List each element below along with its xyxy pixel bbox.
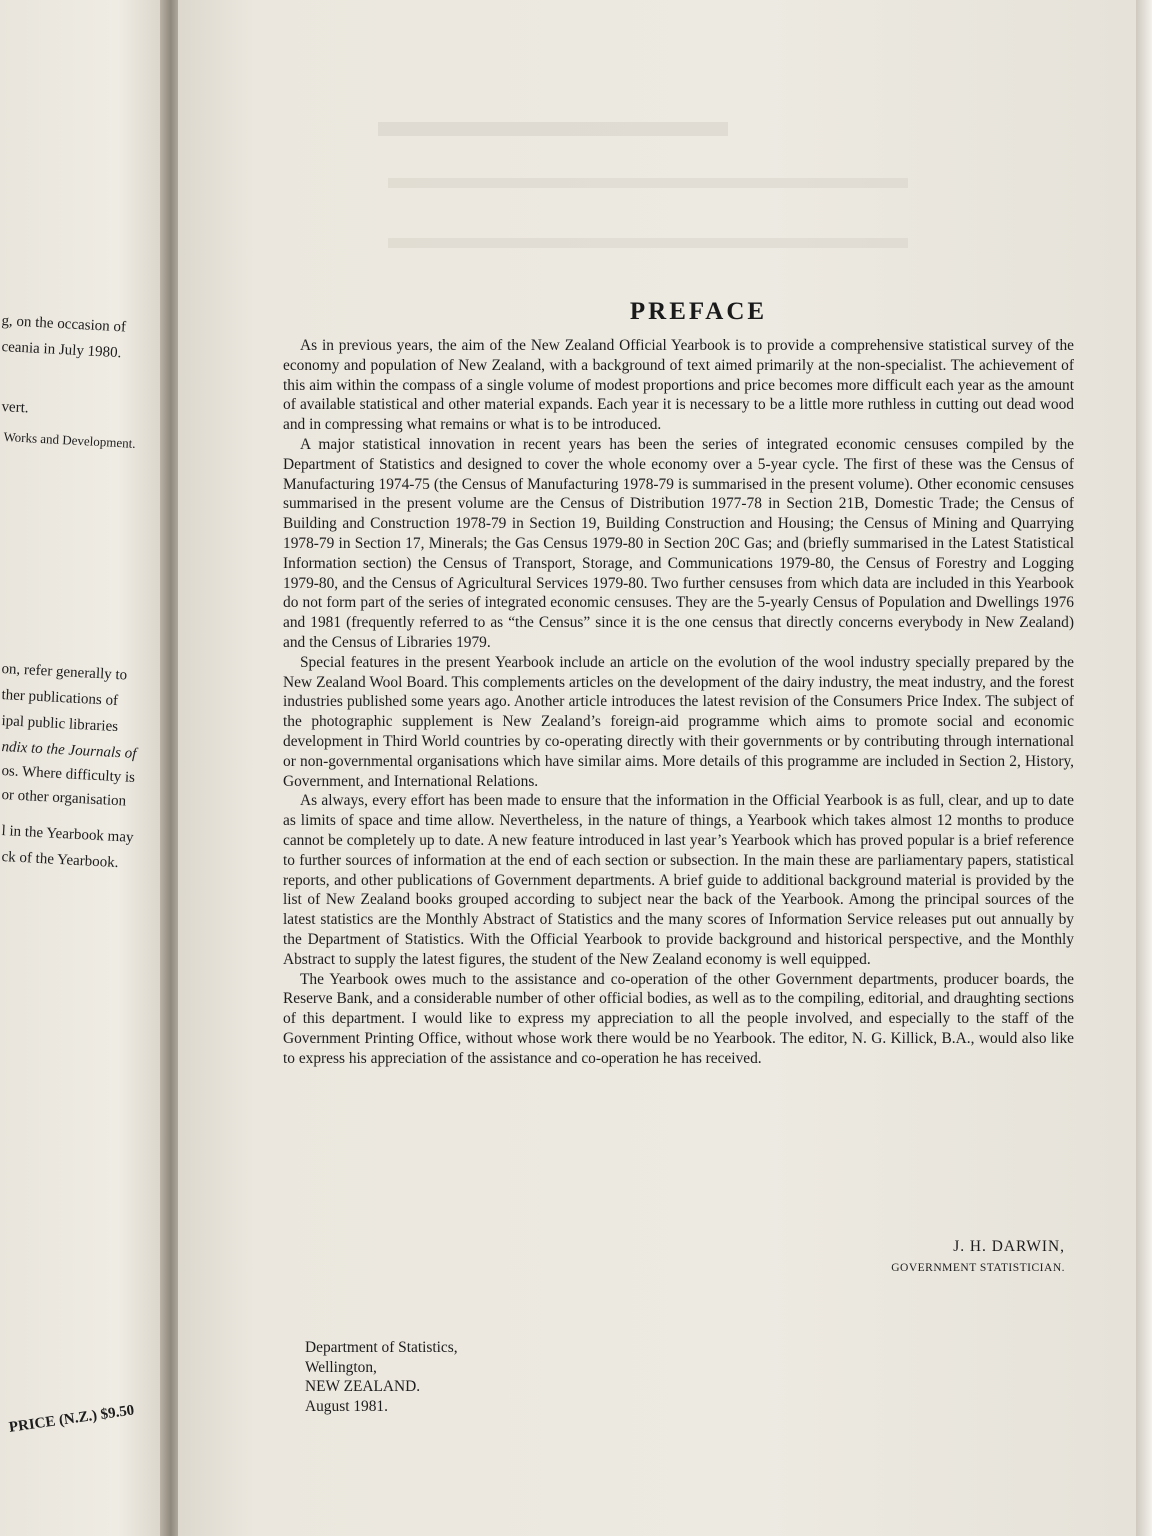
left-page-line: ceania in July 1980. xyxy=(1,338,122,362)
address-line: NEW ZEALAND. xyxy=(305,1378,421,1395)
bleed-through-shadow xyxy=(388,178,908,188)
left-page-line: os. Where difficulty is xyxy=(1,762,136,786)
left-page-line: ipal public libraries xyxy=(1,712,119,736)
signature-title: GOVERNMENT STATISTICIAN. xyxy=(891,1262,1065,1274)
preface-paragraph: Special features in the present Yearbook include an article on the evolution of the wool industry specially prepared by the New Zealand Wool Board. This complements articles on the development of the dairy industry, the meat industry, and the forest industries published some years ago. Another article introduces the latest revision of the Consumers Price Index. The subject of the photographic supplement is New Zealand’s foreign-aid programme which aims to promote social and economic development in Third World countries by co-operating directly with their governments or by contributing through international or non-governmental organisations which have similar aims. More details of this programme are included in Section 2, History, Government, and International Relations. xyxy=(283,653,1074,790)
address-line: Department of Statistics, xyxy=(305,1339,458,1356)
preface-paragraph: A major statistical innovation in recent years has been the series of integrated economic censuses compiled by the Department of Statistics and designed to cover the whole economy over a 5-year cycle. The first of these was the Census of Manufacturing 1974-75 (the Census of Manufacturing 1978-79 is summarised in the present volume). Other economic censuses summarised in the present volume are the Census of Distribution 1977-78 in Section 21B, Domestic Trade; the Census of Building and Construction 1978-79 in Section 19, Building Construction and Housing; the Census of Mining and Quarrying 1978-79 in Section 17, Minerals; the Gas Census 1979-80 in Section 20C Gas; and (briefly summarised in the Latest Statistical Information section) the Census of Transport, Storage, and Communications 1979-80, the Census of Forestry and Logging 1979-80, and the Census of Agricultural Services 1979-80. Two further censuses from which data are included in this Yearbook do not form part of the series of integrated economic censuses. They are the 5-yearly Census of Population and Dwellings 1976 and 1981 (frequently referred to as “the Census” since it is the one census that directly concerns everybody in New Zealand) and the Census of Libraries 1979. xyxy=(283,435,1074,651)
left-page-line: vert. xyxy=(1,398,29,417)
address-line: Wellington, xyxy=(305,1358,377,1376)
left-page-line: ck of the Yearbook. xyxy=(1,848,119,872)
price-label: PRICE (N.Z.) $9.50 xyxy=(8,1402,136,1436)
left-page-line: Works and Development. xyxy=(3,428,136,451)
previous-page xyxy=(0,0,168,1536)
left-page-line: g, on the occasion of xyxy=(1,312,127,336)
preface-paragraph: The Yearbook owes much to the assistance and co-operation of the other Government departments, producer boards, the Reserve Bank, and a considerable number of other official bodies, as well as to the compiling, editorial, and draughting sections of this department. I would like to express my appreciation to all the people involved, and especially to the staff of the Government Printing Office, without whose work there would be no Yearbook. The editor, N. G. Killick, B.A., would also like to express his appreciation of the assistance and co-operation he has received. xyxy=(283,970,1074,1067)
left-page-line: or other organisation xyxy=(1,786,127,810)
preface-paragraph: As always, every effort has been made to ensure that the information in the Official Yearbook is as full, clear, and up to date as limits of space and time allow. Nevertheless, in the nature of things, a Yearbook which takes almost 12 months to produce cannot be completely up to date. A new feature introduced in last year’s Yearbook which has proved popular is a brief reference to further sources of information at the end of each section or subsection. In the main these are parliamentary papers, statistical reports, and other publications of Government departments. A brief guide to additional background material is provided by the list of New Zealand books grouped according to subject near the back of the Yearbook. Among the principal sources of the latest statistics are the Monthly Abstract of Statistics and the many scores of Information Service releases put out annually by the Department of Statistics. With the Official Yearbook to provide background and historical perspective, and the Monthly Abstract to supply the latest figures, the student of the New Zealand economy is well equipped. xyxy=(283,792,1074,968)
preface-title: PREFACE xyxy=(629,298,768,325)
preface-content xyxy=(283,298,1074,1415)
bleed-through-shadow xyxy=(378,122,728,136)
bleed-through-shadow xyxy=(388,238,908,248)
address-line: August 1981. xyxy=(305,1397,388,1415)
left-page-line: l in the Yearbook may xyxy=(1,822,134,846)
left-page-line: ndix to the Journals of xyxy=(1,738,137,763)
preface-paragraph: As in previous years, the aim of the New Zealand Official Yearbook is to provide a comprehensive statistical survey of the economy and population of New Zealand, with a background of text aimed primarily at the non-specialist. The achievement of this aim within the compass of a single volume of modest proportions and price becomes more difficult each year as the amount of available statistical and other material expands. Each year it is necessary to be a little more ruthless in cutting out dead wood and in compressing what remains or what is to be introduced. xyxy=(283,337,1074,434)
address-block xyxy=(305,1338,458,1416)
signature-name: J. H. DARWIN, xyxy=(953,1238,1065,1255)
page-edge xyxy=(1136,0,1152,1536)
left-page-line: on, refer generally to xyxy=(1,660,128,684)
left-page-line: ther publications of xyxy=(1,686,119,710)
